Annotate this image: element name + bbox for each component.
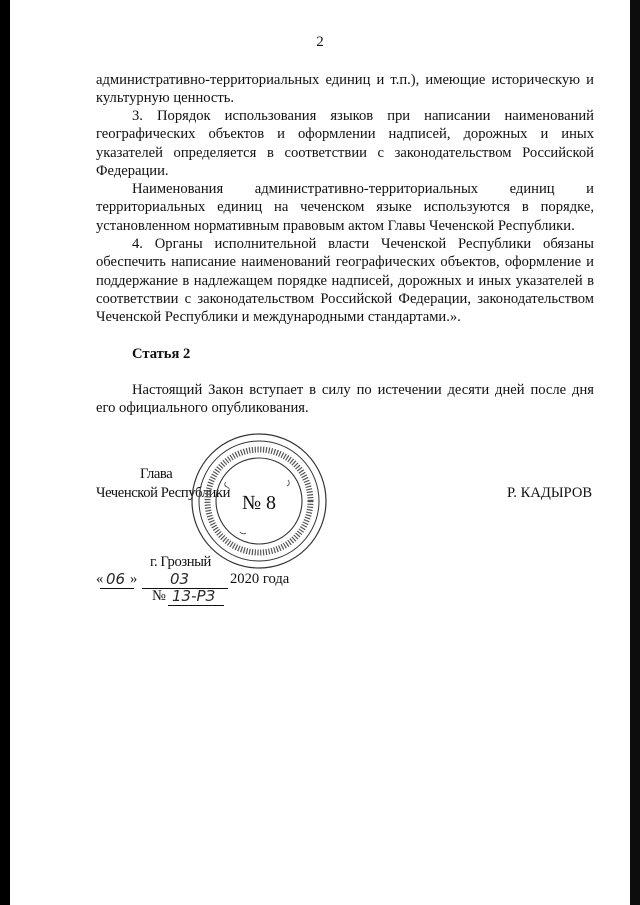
law-number-line <box>152 588 252 610</box>
signature-title-line1: Глава <box>140 466 173 482</box>
law-number-handwritten: 13-РЗ <box>172 587 216 605</box>
signature-title-line2: Чеченской Республики <box>96 485 231 501</box>
law-number-underline <box>168 605 224 606</box>
paragraph-article-2: Настоящий Закон вступает в силу по истечении десяти дней после дня его официального опубликования. <box>96 382 594 417</box>
paragraph-clause-3: 3. Порядок использования языков при написании наименований географических объектов и оформлении надписей, дорожных и иных указателей определяется в соответствии с законодательством Российской Федерации. <box>96 108 594 179</box>
scan-edge-left <box>0 0 10 905</box>
date-day-underline <box>100 588 134 589</box>
city-label: г. Грозный <box>150 554 211 570</box>
page-number: 2 <box>316 34 324 50</box>
date-month-handwritten: 03 <box>170 570 190 588</box>
date-open-quote: « <box>96 571 104 587</box>
date-close-quote: » <box>130 571 138 587</box>
official-seal-stamp <box>190 432 328 570</box>
article-heading: Статья 2 <box>132 346 191 362</box>
scan-edge-right <box>630 0 640 905</box>
paragraph-continuation: административно-территориальных единиц и т.п.), имеющие историческую и культурную ценность. <box>96 72 594 107</box>
signatory-name: Р. КАДЫРОВ <box>507 485 593 501</box>
seal-number: № 8 <box>241 492 277 514</box>
date-year: 2020 года <box>230 571 290 587</box>
paragraph-names-chechen: Наименования административно-территориальных единиц и территориальных единиц на чеченском языке используются в порядке, установленном нормативным правовым актом Главы Чеченской Республики. <box>96 181 594 234</box>
law-number-prefix: № <box>152 588 166 604</box>
date-day-handwritten: 06 <box>106 570 126 588</box>
paragraph-clause-4: 4. Органы исполнительной власти Чеченской Республики обязаны обеспечить написание наименований географических объектов, оформление и поддержание в надлежащем порядке надписей, дорожных и иных указателей в соответствии с законодательством Российской Федерации, законодательством Чеченской Республики и международными стандартами.». <box>96 236 594 326</box>
